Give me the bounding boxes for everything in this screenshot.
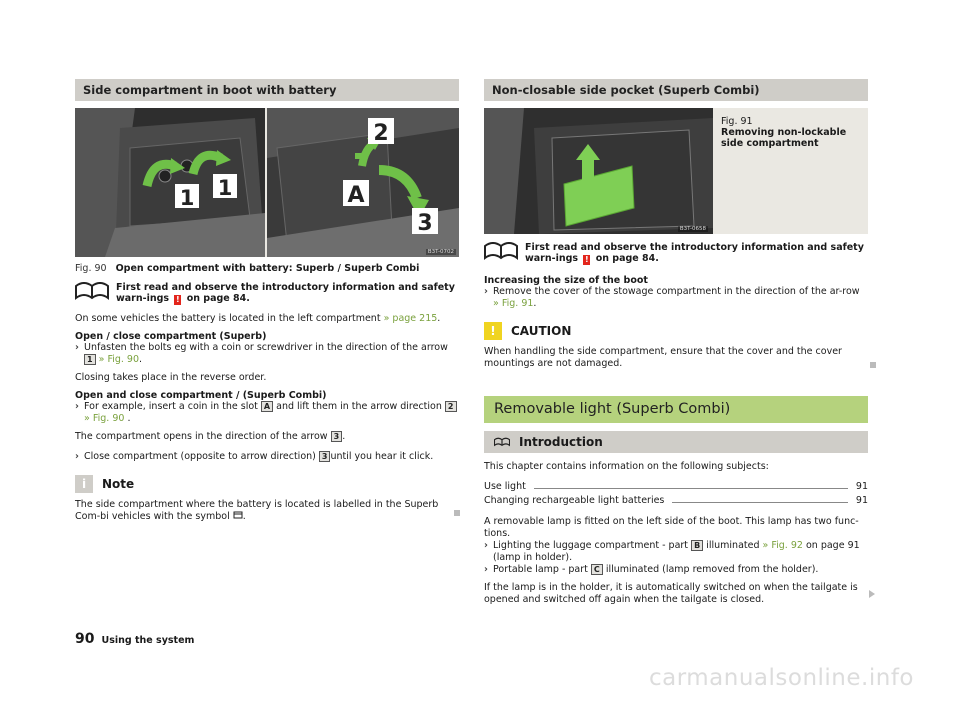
step-portable-text-2: illuminated (lamp removed from the holder).	[605, 564, 819, 575]
page-number: 90	[75, 631, 95, 647]
key-b: B	[691, 540, 703, 551]
key-3b: 3	[319, 451, 331, 462]
step-remove-cover	[484, 286, 868, 310]
introduction-header	[484, 431, 868, 453]
chevron-right-icon: ›	[75, 451, 79, 462]
step-insert-text: For example, insert a coin in the slot	[84, 401, 258, 412]
step-close	[75, 451, 459, 463]
chevron-right-icon: ›	[484, 286, 488, 297]
fig-91-link[interactable]: » Fig. 91	[493, 298, 534, 309]
fig-92-link[interactable]: » Fig. 92	[762, 540, 803, 551]
chapter-intro: This chapter contains information on the following subjects:	[484, 461, 769, 472]
figure-91	[484, 108, 868, 234]
caution-exclamation-icon: !	[484, 322, 502, 340]
chapter-title: Removable light (Superb Combi)	[484, 396, 868, 423]
figure-number: Fig. 91	[721, 116, 753, 127]
battery-paragraph	[75, 313, 459, 325]
introduction-title: Introduction	[519, 435, 603, 449]
note-title: Note	[102, 477, 135, 491]
note-text: The side compartment where the battery is located is labelled in the Superb Com-bi vehicles with the symbol	[75, 499, 439, 522]
toc-item-use-light[interactable]	[484, 481, 868, 492]
fig-90-link-2[interactable]: » Fig. 90	[84, 413, 125, 424]
watermark: carmanualsonline.info	[648, 665, 914, 691]
subheading-boot: Increasing the size of the boot	[484, 275, 648, 286]
label-a: A	[347, 183, 365, 208]
page-215-link[interactable]: » page 215	[383, 313, 438, 324]
figure-code: B3T-0658	[679, 226, 706, 232]
footer-section: Using the system	[101, 635, 195, 646]
next-page-triangle-icon	[868, 590, 876, 598]
step-remove-text: Remove the cover of the stowage compartment in the direction of the ar-row	[493, 286, 860, 297]
warning-exclamation-icon: !	[176, 295, 180, 304]
compartment-symbol-icon	[233, 511, 243, 519]
step-unfasten	[75, 342, 459, 366]
step-portable	[484, 564, 868, 576]
book-icon	[484, 242, 518, 262]
note-paragraph	[75, 499, 459, 523]
step-lighting-text: Lighting the luggage compartment - part	[493, 540, 689, 551]
figure-caption	[721, 116, 861, 149]
warning-exclamation-icon: !	[585, 255, 589, 264]
subheading-combi: Open and close compartment / (Superb Combi)	[75, 390, 327, 401]
book-icon	[494, 437, 510, 448]
figure-90-photo-superb	[75, 108, 265, 257]
opens-paragraph	[75, 431, 459, 443]
label-2: 2	[373, 121, 389, 146]
figure-90	[75, 108, 459, 257]
step-remove-end: .	[533, 298, 537, 309]
reverse-paragraph: Closing takes place in the reverse order.	[75, 372, 267, 383]
step-insert-end: .	[127, 413, 131, 424]
toc-page: 91	[855, 495, 868, 506]
step-portable-text: Portable lamp - part	[493, 564, 588, 575]
note-i-icon: i	[75, 475, 93, 493]
opens-end: .	[342, 431, 346, 442]
figure-number: Fig. 90	[75, 263, 107, 274]
toc-label: Changing rechargeable light batteries	[484, 495, 665, 506]
lamp-paragraph: A removable lamp is fitted on the left side of the boot. This lamp has two func-tions.	[484, 516, 859, 539]
auto-paragraph: If the lamp is in the holder, it is automatically switched on when the tailgate is opened and switched off again when the tailgate is closed.	[484, 582, 858, 605]
toc-label: Use light	[484, 481, 526, 492]
warning-text: First read and observe the introductory information and safety warn-ings	[525, 242, 864, 264]
step-insert-coin	[75, 401, 459, 425]
warning-page: on page 84.	[186, 293, 250, 304]
section-heading: Side compartment in boot with battery	[75, 79, 459, 101]
step-unfasten-text: Unfasten the bolts eg with a coin or screwdriver in the direction of the arrow	[84, 342, 448, 353]
step-lighting-text-2: illuminated	[706, 540, 760, 551]
subheading-superb: Open / close compartment (Superb)	[75, 331, 267, 342]
chevron-right-icon: ›	[484, 540, 488, 551]
chevron-right-icon: ›	[75, 401, 79, 412]
step-unfasten-end: .	[139, 354, 143, 365]
step-close-text-2: until you hear it click.	[330, 451, 434, 462]
warning-page: on page 84.	[595, 253, 659, 264]
caution-title: CAUTION	[511, 324, 572, 338]
warning-text: First read and observe the introductory information and safety warn-ings	[116, 282, 455, 304]
figure-caption	[75, 263, 459, 274]
label-3: 3	[417, 211, 433, 236]
fig-90-link[interactable]: » Fig. 90	[98, 354, 140, 365]
end-square-icon	[454, 510, 460, 516]
key-1: 1	[84, 354, 96, 365]
chevron-right-icon: ›	[75, 342, 79, 353]
toc-item-batteries[interactable]	[484, 495, 868, 506]
figure-90-photo-combi	[267, 108, 459, 257]
key-c: C	[591, 564, 603, 575]
step-lighting-text-3: on page 91 (lamp in holder).	[493, 540, 860, 563]
toc-page: 91	[855, 481, 868, 492]
figure-91-photo	[484, 108, 713, 234]
right-column	[484, 79, 868, 606]
step-close-text: Close compartment (opposite to arrow direction)	[84, 451, 316, 462]
battery-text: On some vehicles the battery is located in the left compartment	[75, 313, 381, 324]
opens-text: The compartment opens in the direction of the arrow	[75, 431, 328, 442]
battery-end: .	[437, 313, 441, 324]
figure-title: Removing non-lockable side compartment	[721, 127, 847, 149]
key-2: 2	[445, 401, 457, 412]
page-footer	[75, 631, 194, 647]
figure-code: B3T-0702	[427, 249, 454, 255]
safety-notice	[484, 242, 868, 265]
note-end: .	[242, 511, 246, 522]
caution-text: When handling the side compartment, ensure that the cover and the cover mountings are not damaged.	[484, 346, 842, 369]
section-heading: Non-closable side pocket (Superb Combi)	[484, 79, 868, 101]
caution-header	[484, 322, 868, 340]
chevron-right-icon: ›	[484, 564, 488, 575]
safety-notice	[75, 282, 459, 305]
book-icon	[75, 282, 109, 302]
end-square-icon	[870, 362, 876, 368]
key-3: 3	[331, 431, 343, 442]
key-a: A	[261, 401, 273, 412]
figure-title: Open compartment with battery: Superb / Superb Combi	[115, 263, 420, 274]
step-lighting	[484, 540, 868, 564]
label-1b: 1	[217, 176, 233, 200]
left-column	[75, 79, 459, 523]
note-header	[75, 475, 459, 493]
label-1a: 1	[179, 186, 195, 210]
step-insert-text-2: and lift them in the arrow direction	[276, 401, 442, 412]
